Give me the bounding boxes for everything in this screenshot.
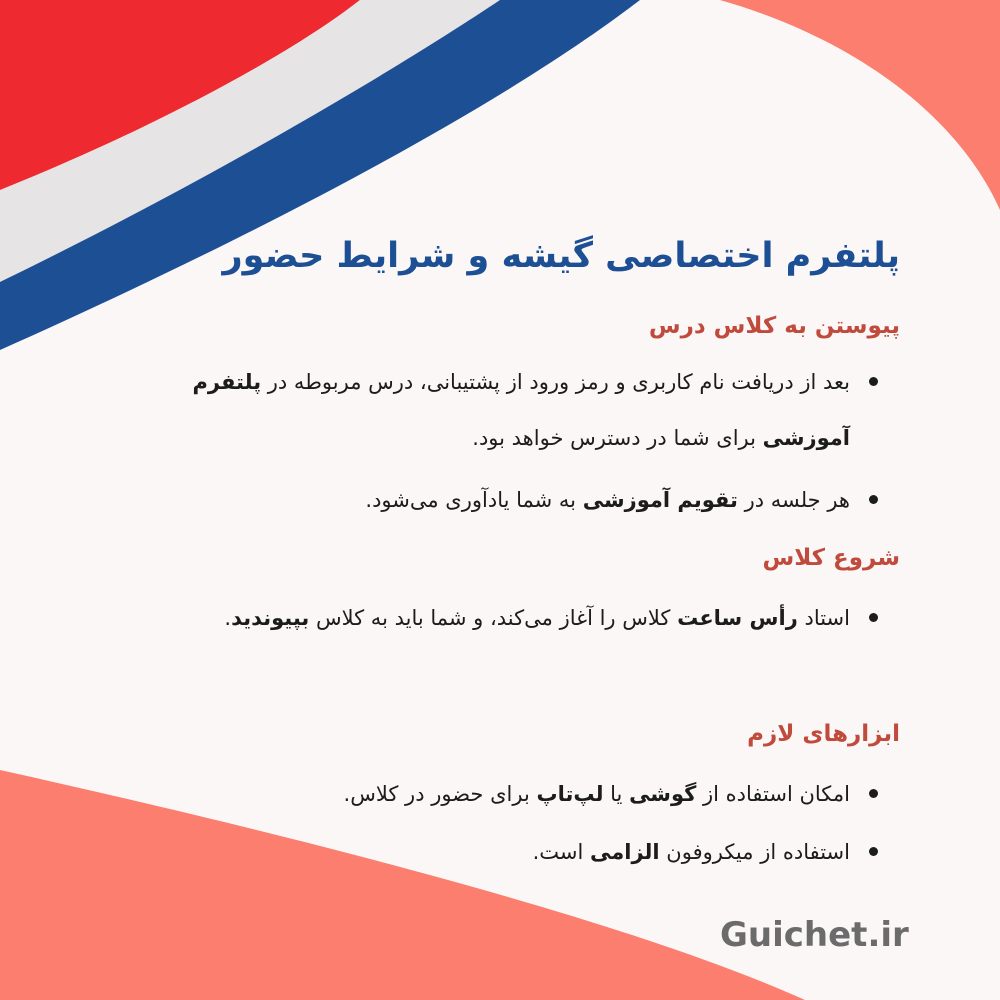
bullet-microphone: استفاده از میکروفون الزامی است. — [150, 824, 850, 880]
page-title: پلتفرم اختصاصی گیشه و شرایط حضور — [222, 236, 900, 276]
site-url-footer: Guichet.ir — [720, 915, 909, 955]
bullet-calendar-reminder: هر جلسه در تقویم آموزشی به شما یادآوری می‌شود. — [150, 472, 850, 528]
bullet-credentials: بعد از دریافت نام کاربری و رمز ورود از پشتیبانی، درس مربوطه در پلتفرم آموزشی برای شما در دسترس خواهد بود. — [150, 354, 850, 466]
section-heading-required-tools: ابزارهای لازم — [747, 721, 900, 747]
section-heading-class-start: شروع کلاس — [762, 545, 900, 571]
section-heading-join-class: پیوستن به کلاس درس — [648, 313, 900, 339]
bullet-device: امکان استفاده از گوشی یا لپ‌تاپ برای حضور در کلاس. — [150, 766, 850, 822]
bullet-teacher-start: استاد رأس ساعت کلاس را آغاز می‌کند، و شما باید به کلاس بپیوندید. — [150, 590, 850, 646]
